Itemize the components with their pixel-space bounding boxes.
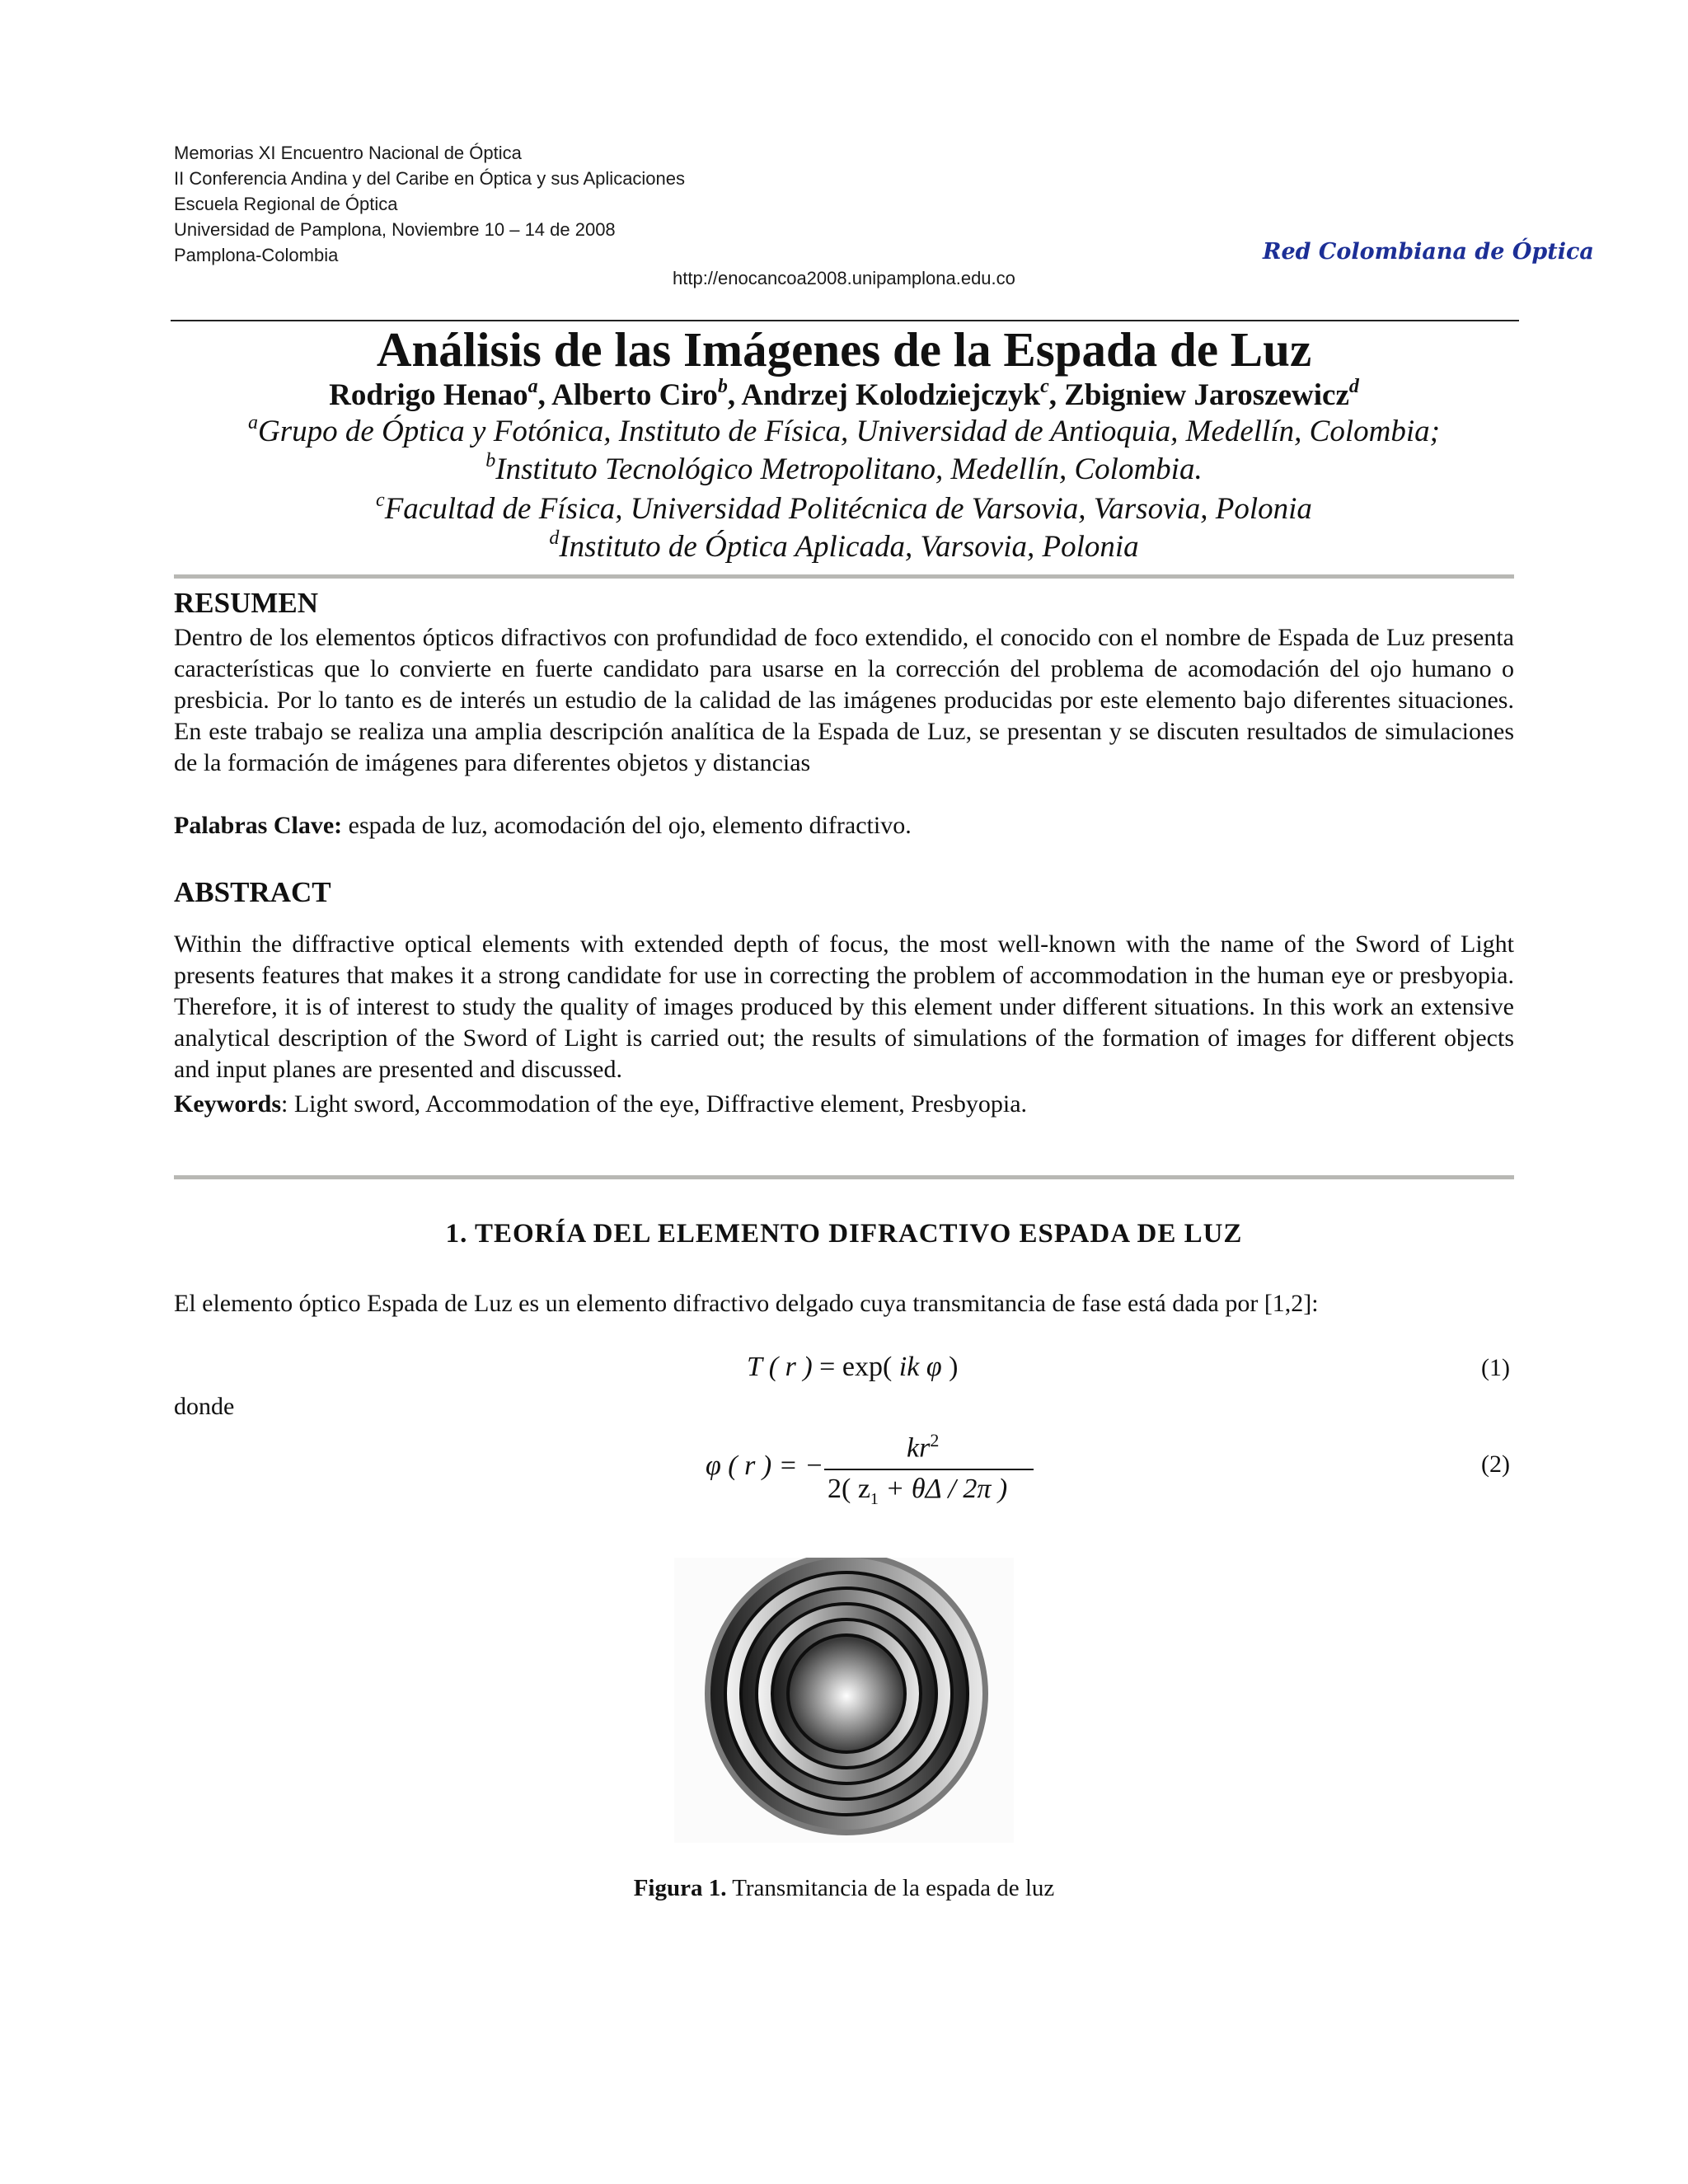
- keywords-label: Palabras Clave:: [174, 812, 343, 839]
- eq2-numerator-base: kr: [907, 1432, 931, 1464]
- author-list: Rodrigo Henao$^a$, Alberto Ciro$^b$, Andrzej Kolodziejczyk$^c$, Zbigniew Jaroszewicz$^d$: [329, 376, 1359, 412]
- eq2-numerator: [907, 1430, 939, 1464]
- figure-label: Figura 1.: [633, 1875, 727, 1901]
- affiliation-mark: d: [549, 527, 560, 549]
- affiliation: [0, 528, 1688, 566]
- affiliation: [0, 413, 1688, 451]
- keywords-label: Keywords: [174, 1090, 281, 1118]
- abstract-keywords: [174, 1089, 1027, 1120]
- author-mark: c: [1040, 376, 1049, 397]
- affiliation-text: Instituto Tecnológico Metropolitano, Medellín, Colombia.: [495, 452, 1203, 486]
- resumen-heading: RESUMEN: [174, 587, 319, 619]
- eq2-denominator-end: + θΔ / 2π ): [878, 1474, 1008, 1504]
- affiliation-text: Instituto de Óptica Aplicada, Varsovia, Polonia: [559, 530, 1139, 564]
- eq2-numerator-exponent: 2: [930, 1430, 940, 1451]
- section-intro: El elemento óptico Espada de Luz es un elemento difractivo delgado cuya transmitancia de fase está dada por [1,2]:: [174, 1290, 1319, 1317]
- eq2-denominator: [828, 1474, 1007, 1509]
- light-sword-rings: [710, 1558, 982, 1830]
- eq2-denominator-subscript: 1: [870, 1489, 879, 1508]
- resumen-keywords: [174, 810, 912, 841]
- figure-1-light-sword-image: [674, 1558, 1014, 1843]
- affiliation-text: Grupo de Óptica y Fotónica, Instituto de Física, Universidad de Antioquia, Medellín, Colombia;: [258, 415, 1440, 448]
- affiliation: [0, 490, 1688, 528]
- resumen-body: Dentro de los elementos ópticos difractivos con profundidad de foco extendido, el conocido con el nombre de Espada de Luz presenta características que lo convierte en fuerte candidato para usarse en la corrección del problema de acomodación del ojo humano o presbicia. Por lo tanto es de interés un estudio de la calidad de las imágenes producidas por este elemento bajo diferentes situaciones. En este trabajo se realiza una amplia descripción analítica de la Espada de Luz, se presentan y se discuten resultados de simulaciones de la formación de imágenes para diferentes objetos y distancias: [174, 624, 1514, 776]
- keywords-text: espada de luz, acomodación del ojo, elemento difractivo.: [342, 812, 912, 839]
- header-line: Memorias XI Encuentro Nacional de Óptica: [174, 143, 522, 163]
- figure-caption-text: Transmitancia de la espada de luz: [726, 1875, 1055, 1901]
- affiliation-mark: b: [485, 450, 496, 471]
- affiliation-mark: c: [376, 490, 385, 511]
- donde-text: donde: [174, 1393, 235, 1420]
- author-name: Rodrigo Henao: [329, 378, 528, 412]
- header-line: Universidad de Pamplona, Noviembre 10 – 14 de 2008: [174, 219, 616, 240]
- author-name: Zbigniew Jaroszewicz: [1064, 378, 1349, 412]
- eq1-argument: ik φ: [892, 1352, 950, 1382]
- eq2-denominator-start: 2( z: [828, 1474, 870, 1504]
- author-mark: b: [717, 376, 728, 397]
- author-name: Andrzej Kolodziejczyk: [741, 378, 1041, 412]
- abstract-body: Within the diffractive optical elements with extended depth of focus, the most well-known with the name of the Sword of Light presents features that makes it a strong candidate for use in correcting the problem of accommodation in the human eye or presbyopia. Therefore, it is of interest to study the quality of images produced by this element under different situations. In this work an extensive analytical description of the Sword of Light is carried out; the results of simulations of the formation of images for different objects and input planes are presented and discussed.: [174, 930, 1514, 1083]
- eq1-equals: =: [812, 1352, 842, 1382]
- eq1-close: ): [949, 1352, 959, 1382]
- author-mark: d: [1348, 376, 1359, 397]
- figure-1-caption: [0, 1875, 1688, 1902]
- header-line: II Conferencia Andina y del Caribe en Óptica y sus Aplicaciones: [174, 168, 686, 189]
- header-line: Pamplona-Colombia: [174, 245, 339, 265]
- red-colombiana-logo: Red Colombiana de Óptica: [1263, 239, 1594, 265]
- affiliation: [0, 451, 1688, 489]
- eq1-function: exp(: [842, 1352, 893, 1382]
- author-mark: a: [528, 376, 538, 397]
- fraction-bar: [824, 1469, 1034, 1470]
- paper-title: Análisis de las Imágenes de la Espada de Luz: [376, 322, 1312, 377]
- conference-header: [174, 140, 916, 268]
- equation-2-number: (2): [1481, 1451, 1510, 1478]
- equation-1-number: (1): [1481, 1354, 1510, 1381]
- equation-1: [747, 1352, 958, 1383]
- section-title: 1. TEORÍA DEL ELEMENTO DIFRACTIVO ESPADA DE LUZ: [445, 1219, 1243, 1249]
- abstract-heading: ABSTRACT: [174, 876, 331, 908]
- affiliation-mark: a: [248, 412, 259, 434]
- eq2-lhs: φ ( r ) = −: [706, 1451, 824, 1481]
- section-divider: [174, 574, 1514, 579]
- conference-url[interactable]: http://enocancoa2008.unipamplona.edu.co: [673, 268, 1015, 288]
- section-divider: [174, 1175, 1514, 1179]
- header-line: Escuela Regional de Óptica: [174, 194, 398, 214]
- eq1-lhs: T ( r ): [747, 1352, 813, 1382]
- affiliation-text: Facultad de Física, Universidad Politécnica de Varsovia, Varsovia, Polonia: [384, 492, 1312, 526]
- author-name: Alberto Ciro: [551, 378, 718, 412]
- keywords-text: : Light sword, Accommodation of the eye, Diffractive element, Presbyopia.: [281, 1090, 1028, 1118]
